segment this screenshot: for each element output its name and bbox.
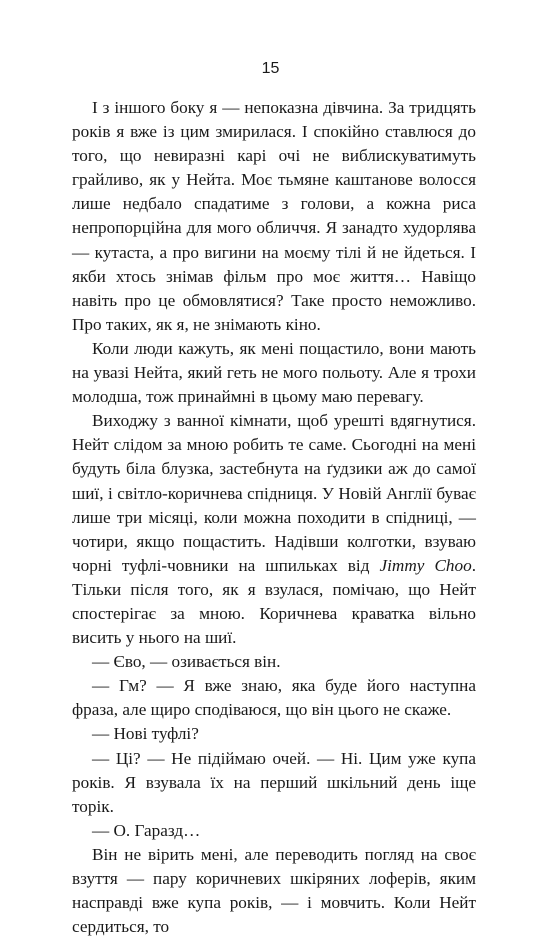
dialogue-line: — Ці? — Не підіймаю очей. — Ні. Цим уже купа років. Я взувала їх на перший шкільний день іще торік. bbox=[72, 748, 476, 816]
paragraph-3 bbox=[72, 409, 476, 650]
dialogue-line: — Нові туфлі? bbox=[92, 724, 199, 744]
dialogue-line: — Гм? — Я вже знаю, яка буде його наступна фраза, але щиро сподіваюся, що він цього не скаже. bbox=[72, 676, 476, 720]
paragraph-5 bbox=[72, 674, 476, 722]
paragraph-text: . Тільки після того, як я взулася, помічаю, що Нейт спостерігає за мною. Коричнева краватка вільно висить у нього на шиї. bbox=[72, 555, 476, 648]
paragraph-2 bbox=[72, 337, 476, 409]
page-number: 15 bbox=[261, 60, 280, 77]
paragraph-text: Виходжу з ванної кімнати, щоб урешті вдягнутися. Нейт слідом за мною робить те саме. Сьогодні на мені будуть біла блузка, застебнута на ґудзики аж до самої шиї, і світло-коричнева спідниця. У Новій Англії буває лише три місяці, коли можна походити в спідниці, — чотири, якщо пощастить. Надівши колготки, взуваю чорні туфлі-човники на шпильках від bbox=[72, 411, 476, 575]
dialogue-line: — О. Гаразд… bbox=[92, 820, 201, 840]
paragraph-text: І з іншого боку я — непоказна дівчина. За тридцять років я вже із цим змирилася. І спокійно ставлюся до того, що невиразні карі очі не виблискуватимуть грайливо, як у Нейта. Моє тьмяне каштанове волосся лише недбало спадатиме з голови, а кожна риса непропорційна для мого обличчя. Я занадто худорлява — кутаста, а про вигини на моєму тілі й не йдеться. І якби хтось знімав фільм про моє життя… Навіщо навіть про це обмовлятися? Таке просто неможливо. Про таких, як я, не знімають кіно. bbox=[72, 98, 476, 334]
paragraph-4 bbox=[72, 650, 476, 674]
paragraph-7 bbox=[72, 747, 476, 819]
paragraph-text: Коли люди кажуть, як мені пощастило, вони мають на увазі Нейта, який геть не мого польоту. Але я трохи молодша, тож принаймні в цьому маю перевагу. bbox=[72, 338, 476, 407]
body-text bbox=[72, 96, 476, 939]
paragraph-text: Він не вірить мені, але переводить погляд на своє взуття — пару коричневих шкіряних лоферів, яким насправді вже купа років, — і мовчить. Коли Нейт сердиться, то bbox=[72, 844, 476, 937]
paragraph-6 bbox=[72, 722, 476, 746]
paragraph-9 bbox=[72, 843, 476, 939]
brand-name-emphasis: Jimmy Choo bbox=[379, 555, 472, 575]
paragraph-1 bbox=[72, 96, 476, 337]
dialogue-line: — Єво, — озивається він. bbox=[92, 652, 281, 672]
paragraph-8 bbox=[72, 819, 476, 843]
